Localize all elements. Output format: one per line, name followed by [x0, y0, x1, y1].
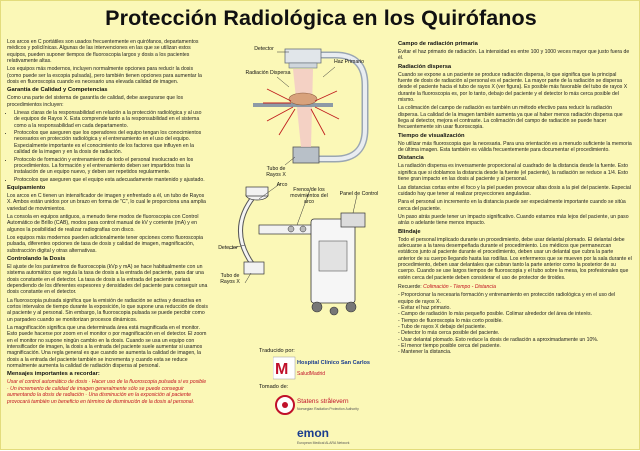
viewing-time-text: No utilizar más fluoroscopia que la necesaria. Para una orientación es a menudo suficiente la memoria de última imagen. Esta también es válida frecuentemente para documentar el procedimiento. — [398, 140, 632, 154]
scatter-paragraph: La colimación del campo de radiación es también un método efectivo para reducir la radiación dispersa. La calidad de la imagen también aumenta ya que al haber menos radiación dispersa que llega al detector, mejora el contraste. La colimación del campo de radiación se puede hacer frecuentemente sin usar fluoroscopia. — [398, 105, 623, 131]
equipment-paragraph: Los arcos en C tienen un intensificador de imagen y enfrentado a él, un tubo de Rayos X. Ambos están unidos por un brazo en forma de "C", lo cual le proporciona una amplia variedad de movimientos. — [7, 192, 206, 212]
quality-list-item: • Protocolos que aseguren que el equipo esta adecuadamente mantenido y ajustado. — [14, 177, 208, 183]
c-arm-diagram — [215, 37, 393, 182]
scatter-paragraph: Cuando se expone a un paciente se produce radiación dispersa, lo que significa que la principal fuente de dosis de radiación al personal es el paciente. La mayor parte de la radiación se dispersa desde el paciente hacia el tubo de rayos X (ver figura). Es posible más favorable del tubo de rayos X durante la fluoroscopia es, por lo tanto, debajo del paciente y el detector lo más cerca posible del mismo. — [398, 71, 628, 104]
section-title-messages: Mensajes importantes a recordar: — [7, 371, 100, 378]
intro-paragraph-1: Los arcos en C portátiles son usados frecuentemente en quirófanos, departamentos médicos y policlínicas. Algunas de las intervenciones en las que se utilizan estos equipos, pueden suponer tiempos de fluoroscopia largos y dosis a los pacientes relativamente altas. — [7, 39, 199, 65]
label-scatter-radiation: Radiación Dispersa — [245, 70, 291, 76]
primary-field-text: Evitar el haz primario de radiación. La intensidad es entre 100 y 1000 veces mayor que justo fuera de él. — [398, 49, 630, 62]
svg-text:emon: emon — [297, 426, 330, 440]
taken-from-label: Tomado de: — [259, 384, 289, 390]
label-control-panel: Panel de Control — [339, 191, 379, 197]
hospital-name-logo-text: Hospital Clínico San Carlos — [297, 360, 371, 366]
remember-line — [398, 284, 632, 290]
svg-text:Norwegian Radiation Protection: Norwegian Radiation Protection Authority — [297, 407, 359, 411]
section-title-quality: Garantía de Calidad y Competencias — [7, 87, 108, 94]
intro-paragraph-2: Los equipos más modernos, incluyen normalmente opciones para reducir la dosis (como puede ser la escopia pulsada), pero también tienen opciones para aumentar la dosis en fluoroscopia cuando es necesario una elevada calidad de imagen. — [7, 66, 202, 86]
credits — [215, 346, 393, 451]
quality-intro: Como una parte del sistema de garantía de calidad, debe asegurarse que los procedimientos incluyen: — [7, 95, 184, 108]
section-title-shielding: Blindaje — [398, 228, 421, 235]
label-primary-beam: Haz Primario — [334, 59, 364, 65]
label-xray-tube: Tubo de Rayos X — [266, 166, 286, 178]
patient — [289, 93, 317, 105]
distance-paragraph: Las distancias cortas entre el foco y la piel pueden provocar altas dosis a la piel del paciente. Especial cuidado hay que tener al realizar proyecciones anguladas. — [398, 184, 631, 197]
primary-beam — [293, 69, 313, 147]
distance-paragraph: Un paso atrás puede tener un impacto significativo. Cuando estamos más lejos del paciente, un paso atrás o adelante tiene menos impacto. — [398, 213, 629, 227]
quality-list-item: • Protocolo de formación y entrenamiento de todo el personal involucrado en los procedimientos. La formación y el entrenamiento deben ser impartidos tras la instalación de un equipo nuevo, y deben ser repetidos regularmente. — [14, 157, 208, 176]
summary-item: - Campo de radiación lo más pequeño posible. Colimar alrededor del área de interés. — [398, 311, 593, 318]
summary-item: - Usar delantal plomado. Esto reduce la dosis de radiación a aproximadamente un 10%. — [398, 336, 599, 343]
dose-paragraph: El ajuste de los parámetros de fluoroscopia (kVp y mA) se hace habitualmente con un sistema automático que regula la tasa de dosis a la entrada del paciente, para dar una dosis constante en el detector. La tasa de dosis a la entrada del paciente variará dependiendo de los diferentes espesores y densidades del paciente para conseguir una dosis constante en el detector. — [7, 263, 208, 296]
xray-tube — [293, 147, 319, 163]
remember-text: Colimación - Tiempo - Distancia — [423, 283, 496, 290]
section-title-dose: Controlando la Dosis — [7, 255, 66, 262]
hospital-logo — [273, 355, 383, 381]
translated-by-label: Traducido por: — [259, 348, 295, 354]
summary-item: - El menor tiempo posible cerca del paciente. — [398, 343, 501, 350]
svg-text:Statens strålevern: Statens strålevern — [297, 398, 349, 405]
equipment-paragraph: La consola en equipos antiguos, a menudo tiene modos de fluoroscopia con Control Automático de Brillo (CAB), modos para control manual de kV y corriente (mA) y en algunos la posibilidad de realizar radiografías con disco. — [7, 213, 199, 233]
quality-list — [7, 110, 208, 183]
quality-list-item: • Protocolos que aseguren que los operadores del equipo tengan los conocimientos necesarios en protección radiológica y el entrenamiento en el uso del equipo. Especialmente importante es el conocimiento de los factores que influyen en la calidad de la imagen y en la dosis de radiación. — [14, 130, 208, 155]
quality-list-item: • Líneas claras de la responsabilidad en relación a la protección radiológica y al uso de equipos de Rayos X. Esta comprende tanto a la responsabilidad en el sistema como a la responsabilidad en cada departamento. — [14, 110, 208, 129]
section-title-distance: Distancia — [398, 155, 424, 162]
label-detector: Detector — [254, 46, 274, 52]
dose-paragraph: La magnificación significa que una determinada área está magnificada en el monitor. Esto puede hacerse por zoom en el monitor o por magnificación en el detector. El zoom en el monitor no supone ningún cambio en la dosis. Cuando se usa un equipo con intensificador de imagen, la dosis a la entrada del paciente suele aumentar si usamos magnificación. Una regla general es que cuando se aumenta la calidad de imagen, la dosis a la entrada del paciente también se incrementa y cuando esta se reduce normalmente aumenta la calidad de radiación dispersa al personal. — [7, 325, 207, 370]
distance-paragraph: Para el personal un incremento en la distancia puede ser especialmente importante cuando se sitúa cerca del paciente. — [398, 199, 626, 212]
messages-text: Usar el control automático de dosis · Hacer uso de la fluoroscopia pulsada si es posible · Un incremento de calidad de imagen generalmente sólo se puede conseguir aumentando la dosis de radiación · Una disminución en la exposición al paciente provocará también un beneficio en término de disminución de la dosis al personal. — [7, 379, 207, 405]
summary-list — [398, 292, 632, 355]
label-arc: Arco — [276, 182, 288, 188]
label-detector-2: Detector — [218, 245, 238, 251]
label-brakes: Frenos de los movimientos del arco — [290, 187, 328, 205]
distance-paragraph: La radiación dispersa es inversamente proporcional al cuadrado de la distancia desde la fuente. Esto significa que si doblamos la distancia desde la fuente (el paciente), la radiación se reduce a 1/4. Esto tiene gran impacto en las dosis al paciente y al personal. — [398, 163, 629, 183]
control-panel — [341, 213, 365, 227]
equipment-paragraph: Los equipos más modernos pueden adicionalmente tener opciones como fluoroscopia pulsada, diferentes opciones de tasa de dosis y calidad de imagen, magnificación, substracción digital y otras alternativas. — [7, 234, 204, 254]
summary-item: - Detector lo más cerca posible del paciente. — [398, 330, 500, 337]
svg-text:European Medical ALARA Network: European Medical ALARA Network — [297, 441, 350, 445]
left-column — [7, 39, 208, 407]
shielding-text: Todo el personal implicado durante un procedimiento, debe usar delantal plomado. El delantal debe adecuarse a la tarea desempeñada durante el procedimiento. Los médicos que permanezcan estáticos junto al paciente durante el procedimiento, deben usar un delantal que cubra la parte anterior de su cuerpo llegando hasta las rodillas. Los enfermeros que se mueven por la sala durante el procedimiento, deben usar delantales que cubran tanto la parte anterior como la posterior de su cuerpo. Cuando se use largos tiempos de fluoroscopia y el tubo sobre la mesa, los profesionales que estén cerca del paciente deben considerar el uso de protector de tiroides. — [398, 236, 632, 281]
remember-label: Recuerde: — [398, 283, 424, 290]
svg-text:M: M — [275, 361, 289, 378]
section-title-viewing-time: Tiempo de visualización — [398, 132, 465, 139]
detector-box — [285, 49, 321, 63]
label-xray-tube-2: Tubo de Rayos X — [220, 273, 240, 285]
summary-item: - Tiempo de fluoroscopia lo más corto posible. — [398, 317, 503, 324]
summary-item: - Mantener la distancia. — [398, 349, 452, 356]
section-title-equipment: Equipamiento — [7, 184, 46, 191]
summary-item: - Tubo de rayos X debajo del paciente. — [398, 324, 487, 331]
statens-logo — [275, 391, 365, 451]
summary-item: - Evitar el haz primario. — [398, 305, 451, 311]
section-title-primary-field: Campo de radiación primaria — [398, 41, 478, 47]
dose-paragraph: La fluoroscopia pulsada significa que la emisión de radiación se activa y desactiva en cortos intervalos de tiempo durante la exposición, lo que supone una reducción de dosis al paciente y al personal. Sin embargo, la fluoroscopia pulsada se puede percibir como un parpadeo cuando se monitorizan procesos dinámicos. — [7, 297, 208, 323]
section-title-scatter: Radiación dispersa — [398, 63, 452, 70]
summary-item: - Proporcionar la necesaria formación y entrenamiento en protección radiológica y en el uso del equipo de rayos X. — [398, 292, 616, 305]
right-column — [398, 39, 632, 356]
poster-title: Protección Radiológica en los Quirófanos — [105, 6, 537, 30]
svg-text:SaludMadrid: SaludMadrid — [297, 371, 326, 377]
